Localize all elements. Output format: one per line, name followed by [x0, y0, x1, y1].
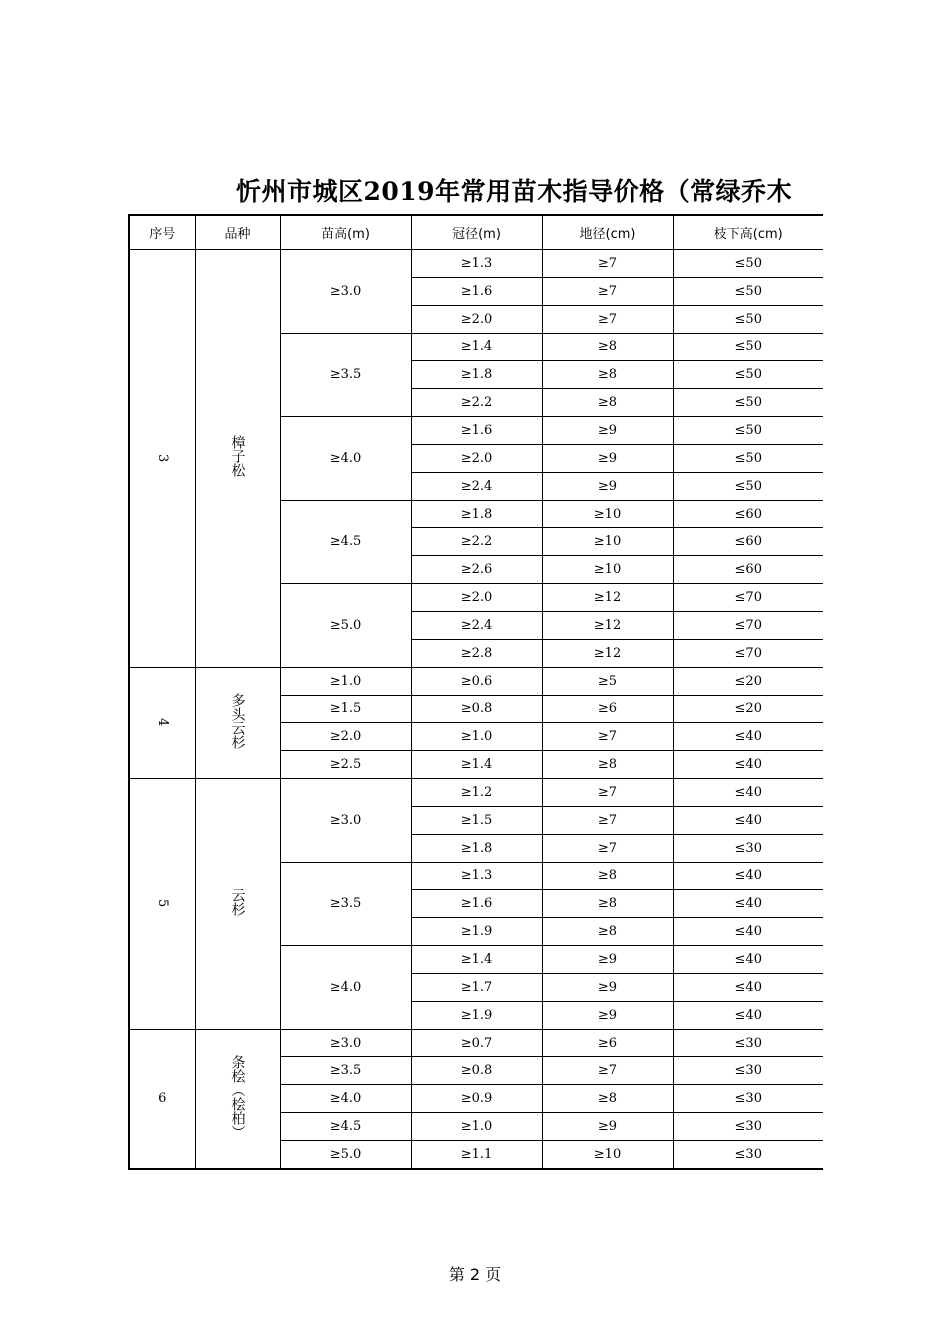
- height-cell: ≥1.0: [280, 667, 411, 695]
- ground-diameter-cell: ≥7: [542, 723, 673, 751]
- height-cell: ≥4.0: [280, 1085, 411, 1113]
- variety-cell: [195, 779, 280, 1030]
- crown-cell: ≥1.4: [411, 946, 542, 974]
- crown-cell: ≥1.1: [411, 1141, 542, 1169]
- height-cell: ≥4.0: [280, 946, 411, 1030]
- crown-cell: ≥2.6: [411, 556, 542, 584]
- crown-cell: ≥1.4: [411, 333, 542, 361]
- branch-height-cell: ≤40: [673, 890, 823, 918]
- branch-height-cell: ≤30: [673, 1057, 823, 1085]
- branch-height-cell: ≤50: [673, 250, 823, 278]
- crown-cell: ≥0.7: [411, 1029, 542, 1057]
- ground-diameter-cell: ≥7: [542, 250, 673, 278]
- ground-diameter-cell: ≥9: [542, 973, 673, 1001]
- ground-diameter-cell: ≥7: [542, 305, 673, 333]
- height-cell: ≥4.0: [280, 417, 411, 501]
- branch-height-cell: ≤20: [673, 667, 823, 695]
- branch-height-cell: ≤40: [673, 1001, 823, 1029]
- header-branch-height: 枝下高(cm): [673, 215, 823, 250]
- table-row: [129, 1029, 823, 1057]
- height-cell: ≥4.5: [280, 1113, 411, 1141]
- crown-cell: ≥1.8: [411, 500, 542, 528]
- ground-diameter-cell: ≥6: [542, 1029, 673, 1057]
- ground-diameter-cell: ≥8: [542, 751, 673, 779]
- ground-diameter-cell: ≥10: [542, 556, 673, 584]
- table-body: [129, 250, 823, 1169]
- crown-cell: ≥2.2: [411, 389, 542, 417]
- ground-diameter-cell: ≥12: [542, 639, 673, 667]
- crown-cell: ≥1.6: [411, 277, 542, 305]
- ground-diameter-cell: ≥7: [542, 1057, 673, 1085]
- variety-name: 樟子松: [229, 435, 246, 478]
- crown-cell: ≥0.6: [411, 667, 542, 695]
- height-cell: ≥5.0: [280, 1141, 411, 1169]
- branch-height-cell: ≤70: [673, 584, 823, 612]
- crown-cell: ≥1.9: [411, 1001, 542, 1029]
- ground-diameter-cell: ≥8: [542, 918, 673, 946]
- variety-cell: [195, 1029, 280, 1169]
- height-cell: ≥3.0: [280, 250, 411, 334]
- crown-cell: ≥2.0: [411, 584, 542, 612]
- branch-height-cell: ≤40: [673, 973, 823, 1001]
- seq-cell: [129, 667, 195, 778]
- crown-cell: ≥0.9: [411, 1085, 542, 1113]
- branch-height-cell: ≤50: [673, 389, 823, 417]
- branch-height-cell: ≤50: [673, 361, 823, 389]
- branch-height-cell: ≤60: [673, 500, 823, 528]
- branch-height-cell: ≤50: [673, 333, 823, 361]
- ground-diameter-cell: ≥5: [542, 667, 673, 695]
- crown-cell: ≥1.2: [411, 779, 542, 807]
- crown-cell: ≥1.6: [411, 890, 542, 918]
- crown-cell: ≥1.9: [411, 918, 542, 946]
- crown-cell: ≥1.7: [411, 973, 542, 1001]
- branch-height-cell: ≤20: [673, 695, 823, 723]
- ground-diameter-cell: ≥8: [542, 389, 673, 417]
- height-cell: ≥3.0: [280, 1029, 411, 1057]
- branch-height-cell: ≤70: [673, 639, 823, 667]
- ground-diameter-cell: ≥8: [542, 333, 673, 361]
- crown-cell: ≥0.8: [411, 1057, 542, 1085]
- ground-diameter-cell: ≥9: [542, 1001, 673, 1029]
- variety-name: 云杉: [229, 887, 246, 916]
- branch-height-cell: ≤40: [673, 946, 823, 974]
- branch-height-cell: ≤30: [673, 834, 823, 862]
- crown-cell: ≥1.0: [411, 723, 542, 751]
- variety-name: 多头云杉: [229, 692, 246, 749]
- branch-height-cell: ≤30: [673, 1085, 823, 1113]
- crown-cell: ≥2.0: [411, 444, 542, 472]
- title-clip: [128, 168, 822, 214]
- ground-diameter-cell: ≥7: [542, 779, 673, 807]
- height-cell: ≥3.5: [280, 1057, 411, 1085]
- seq-cell: [129, 1029, 195, 1169]
- crown-cell: ≥1.6: [411, 417, 542, 445]
- header-variety: 品种: [195, 215, 280, 250]
- height-cell: ≥5.0: [280, 584, 411, 668]
- seq-cell: [129, 779, 195, 1030]
- ground-diameter-cell: ≥12: [542, 611, 673, 639]
- ground-diameter-cell: ≥9: [542, 444, 673, 472]
- ground-diameter-cell: ≥12: [542, 584, 673, 612]
- seq-number: 3: [154, 453, 170, 462]
- branch-height-cell: ≤50: [673, 444, 823, 472]
- crown-cell: ≥1.0: [411, 1113, 542, 1141]
- table-row: [129, 667, 823, 695]
- ground-diameter-cell: ≥10: [542, 500, 673, 528]
- branch-height-cell: ≤60: [673, 528, 823, 556]
- branch-height-cell: ≤30: [673, 1029, 823, 1057]
- seq-cell: [129, 250, 195, 668]
- height-cell: ≥2.5: [280, 751, 411, 779]
- ground-diameter-cell: ≥10: [542, 528, 673, 556]
- page-title: 忻州市城区2019年常用苗木指导价格（常绿乔木: [236, 177, 793, 206]
- branch-height-cell: ≤40: [673, 723, 823, 751]
- ground-diameter-cell: ≥8: [542, 890, 673, 918]
- ground-diameter-cell: ≥8: [542, 862, 673, 890]
- header-ground-diameter: 地径(cm): [542, 215, 673, 250]
- branch-height-cell: ≤40: [673, 779, 823, 807]
- seq-number: 4: [154, 718, 170, 727]
- height-cell: ≥3.5: [280, 862, 411, 946]
- variety-name: 条桧（桧柏）: [229, 1054, 246, 1139]
- height-cell: ≥2.0: [280, 723, 411, 751]
- ground-diameter-cell: ≥6: [542, 695, 673, 723]
- ground-diameter-cell: ≥9: [542, 472, 673, 500]
- ground-diameter-cell: ≥7: [542, 806, 673, 834]
- price-table: [128, 214, 823, 1170]
- branch-height-cell: ≤40: [673, 751, 823, 779]
- crown-cell: ≥2.8: [411, 639, 542, 667]
- crown-cell: ≥2.4: [411, 472, 542, 500]
- variety-cell: [195, 250, 280, 668]
- branch-height-cell: ≤70: [673, 611, 823, 639]
- header-height: 苗高(m): [280, 215, 411, 250]
- ground-diameter-cell: ≥8: [542, 361, 673, 389]
- table-row: [129, 779, 823, 807]
- crown-cell: ≥2.4: [411, 611, 542, 639]
- height-cell: ≥3.5: [280, 333, 411, 417]
- crown-cell: ≥0.8: [411, 695, 542, 723]
- header-seq: 序号: [129, 215, 195, 250]
- crown-cell: ≥1.8: [411, 361, 542, 389]
- height-cell: ≥3.0: [280, 779, 411, 863]
- crown-cell: ≥2.2: [411, 528, 542, 556]
- header-crown: 冠径(m): [411, 215, 542, 250]
- branch-height-cell: ≤40: [673, 862, 823, 890]
- height-cell: ≥1.5: [280, 695, 411, 723]
- branch-height-cell: ≤40: [673, 806, 823, 834]
- crown-cell: ≥1.8: [411, 834, 542, 862]
- seq-number: 6: [158, 1091, 167, 1107]
- crown-cell: ≥1.5: [411, 806, 542, 834]
- crown-cell: ≥1.4: [411, 751, 542, 779]
- height-cell: ≥4.5: [280, 500, 411, 584]
- branch-height-cell: ≤60: [673, 556, 823, 584]
- branch-height-cell: ≤50: [673, 305, 823, 333]
- ground-diameter-cell: ≥10: [542, 1141, 673, 1169]
- page-number: 第 2 页: [448, 1265, 502, 1284]
- seq-number: 5: [154, 899, 170, 908]
- branch-height-cell: ≤50: [673, 417, 823, 445]
- branch-height-cell: ≤30: [673, 1113, 823, 1141]
- branch-height-cell: ≤40: [673, 918, 823, 946]
- ground-diameter-cell: ≥8: [542, 1085, 673, 1113]
- branch-height-cell: ≤50: [673, 277, 823, 305]
- ground-diameter-cell: ≥9: [542, 417, 673, 445]
- crown-cell: ≥1.3: [411, 250, 542, 278]
- branch-height-cell: ≤30: [673, 1141, 823, 1169]
- table-row: [129, 250, 823, 278]
- ground-diameter-cell: ≥7: [542, 277, 673, 305]
- branch-height-cell: ≤50: [673, 472, 823, 500]
- crown-cell: ≥2.0: [411, 305, 542, 333]
- ground-diameter-cell: ≥7: [542, 834, 673, 862]
- ground-diameter-cell: ≥9: [542, 1113, 673, 1141]
- variety-cell: [195, 667, 280, 778]
- crown-cell: ≥1.3: [411, 862, 542, 890]
- ground-diameter-cell: ≥9: [542, 946, 673, 974]
- header-row: [129, 215, 823, 250]
